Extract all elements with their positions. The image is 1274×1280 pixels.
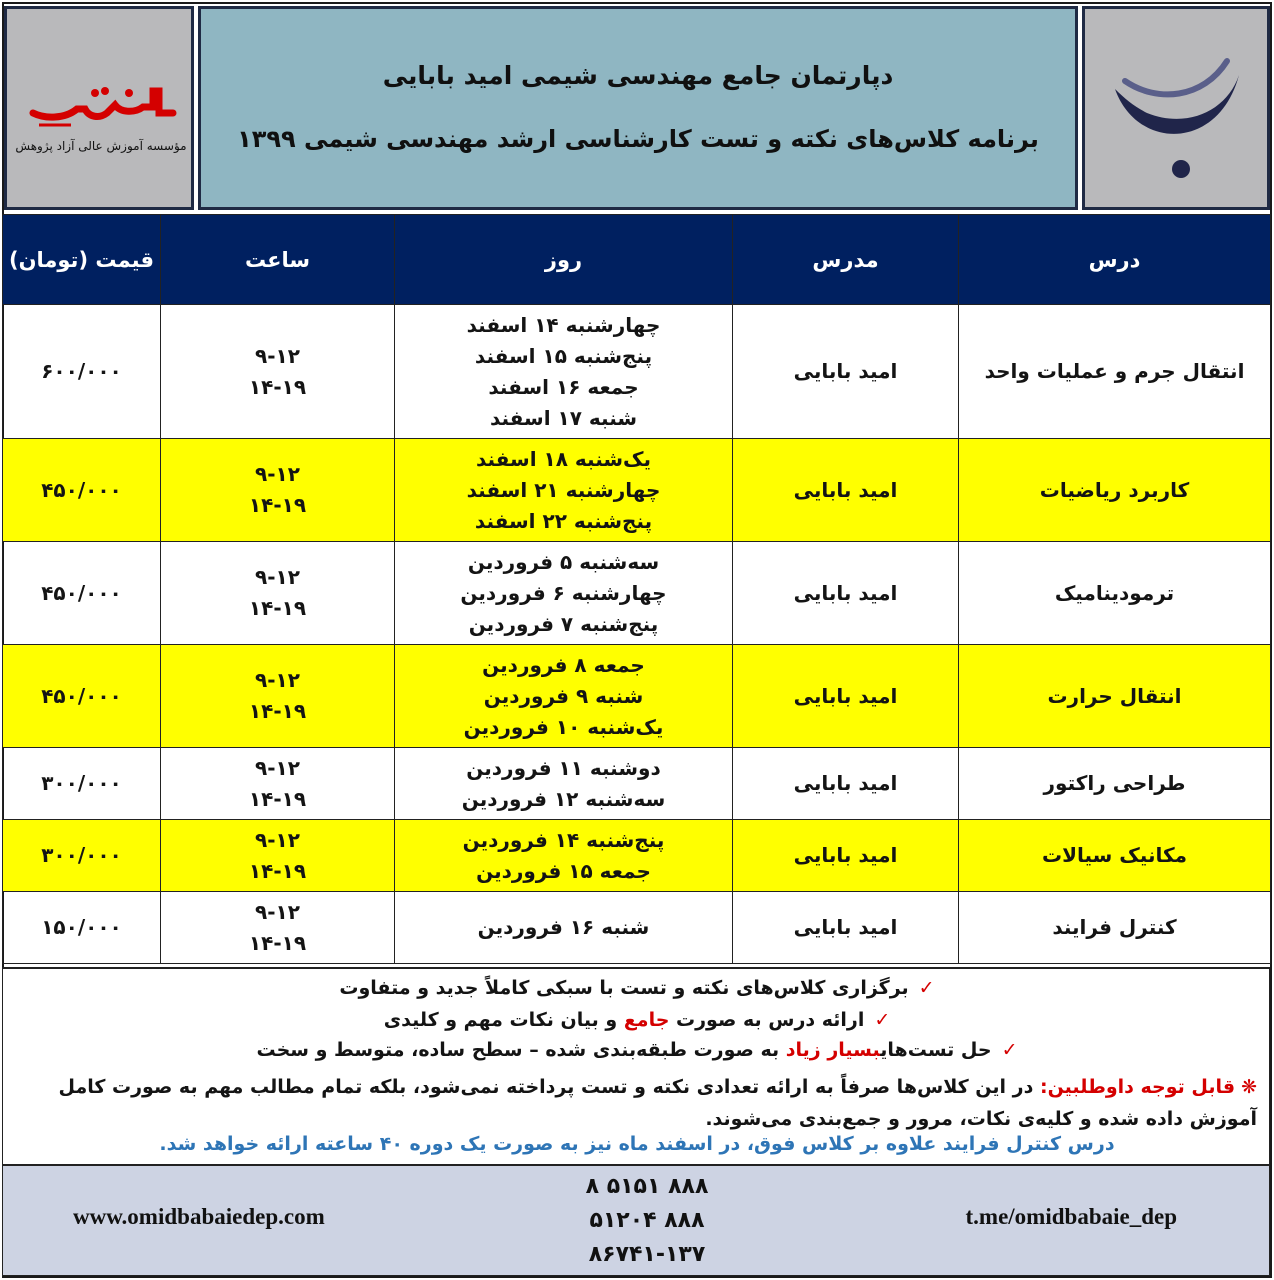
omid-logo-panel <box>1082 6 1270 210</box>
header-title-panel <box>198 6 1078 210</box>
note-4: ❋قابل توجه داوطلبین: در این کلاس‌ها صرفاً به ارائه تعدادی نکته و تست پرداخته نمی‌شود، بلکه تمام مطالب مهم به صورت کامل آموزش داده شده و کلیه‌ی نکات، مرور و جمع‌بندی می‌شوند. <box>58 1076 1257 1130</box>
omid-babaie-logo-icon <box>1107 41 1247 181</box>
day-line: یک‌شنبه ۱۸ اسفند <box>475 446 652 471</box>
day-line: پنج‌شنبه ۷ فروردین <box>468 611 659 636</box>
check-icon: ✓ <box>918 977 935 999</box>
notes-box <box>2 967 1270 1165</box>
day-line: پنج‌شنبه ۱۵ اسفند <box>474 343 653 368</box>
check-icon: ✓ <box>1001 1039 1018 1061</box>
day-cell <box>395 305 733 439</box>
day-line: چهارشنبه ۶ فروردین <box>460 580 667 605</box>
note-3: ✓حل تست‌هایبسیار زیاد به صورت طبقه‌بندی شده – سطح ساده، متوسط و سخت <box>256 1039 1018 1061</box>
teacher-cell: امید بابایی <box>733 305 959 439</box>
column-header-day: روز <box>395 215 733 305</box>
hour-cell <box>161 439 395 542</box>
pazhohesh-logo-panel <box>4 6 194 210</box>
teacher-cell: امید بابایی <box>733 820 959 892</box>
table-row <box>3 439 1271 542</box>
hour-line: ۱۴-۱۹ <box>248 930 307 955</box>
teacher-cell: امید بابایی <box>733 542 959 645</box>
hour-cell <box>161 542 395 645</box>
pazhohesh-caption: مؤسسه آموزش عالی آزاد پژوهش <box>15 139 187 153</box>
hour-line: ۹-۱۲ <box>255 565 300 589</box>
table-body <box>3 305 1271 964</box>
header <box>4 6 1270 210</box>
course-cell: کنترل فرایند <box>959 892 1271 964</box>
column-header-price: قیمت (تومان) <box>3 215 161 305</box>
course-cell: ترمودینامیک <box>959 542 1271 645</box>
day-line: پنج‌شنبه ۱۴ فروردین <box>462 827 665 852</box>
hour-line: ۹-۱۲ <box>255 462 300 486</box>
hour-line: ۱۴-۱۹ <box>248 493 307 517</box>
course-cell: انتقال جرم و عملیات واحد <box>959 305 1271 439</box>
course-cell: کاربرد ریاضیات <box>959 439 1271 542</box>
phone-numbers <box>537 1170 757 1272</box>
note-5: درس کنترل فرایند علاوه بر کلاس فوق، در اسفند ماه نیز به صورت یک دوره ۴۰ ساعته ارائه خواهد شد. <box>159 1133 1115 1155</box>
website-link[interactable]: www.omidbabaiedep.com <box>73 1204 325 1229</box>
hour-line: ۹-۱۲ <box>255 343 300 368</box>
day-cell <box>395 748 733 820</box>
table-row <box>3 645 1271 748</box>
table-row <box>3 305 1271 439</box>
hour-line: ۱۴-۱۹ <box>248 374 307 399</box>
column-header-teacher: مدرس <box>733 215 959 305</box>
price-cell: ۴۵۰/۰۰۰ <box>3 439 161 542</box>
page-subtitle: برنامه کلاس‌های نکته و تست کارشناسی ارشد مهندسی شیمی ۱۳۹۹ <box>237 125 1039 153</box>
schedule-table <box>2 214 1271 964</box>
column-header-course: درس <box>959 215 1271 305</box>
day-line: سه‌شنبه ۱۲ فروردین <box>461 786 666 811</box>
day-line: شنبه ۱۶ فروردین <box>477 915 650 939</box>
hour-line: ۹-۱۲ <box>255 899 300 924</box>
day-line: دوشنبه ۱۱ فروردین <box>466 755 661 780</box>
course-cell: مکانیک سیالات <box>959 820 1271 892</box>
hour-cell <box>161 892 395 964</box>
price-cell: ۳۰۰/۰۰۰ <box>3 748 161 820</box>
day-line: جمعه ۸ فروردین <box>482 652 645 677</box>
price-cell: ۳۰۰/۰۰۰ <box>3 820 161 892</box>
price-cell: ۴۵۰/۰۰۰ <box>3 645 161 748</box>
hour-cell <box>161 305 395 439</box>
day-line: شنبه ۱۷ اسفند <box>489 405 638 430</box>
hour-line: ۱۴-۱۹ <box>248 786 307 811</box>
day-line: یک‌شنبه ۱۰ فروردین <box>463 714 664 739</box>
table-row <box>3 542 1271 645</box>
phone-number: ۸۶۷۴۱-۱۳۷ <box>588 1242 706 1267</box>
pazhohesh-logo-icon <box>25 79 180 131</box>
price-cell: ۴۵۰/۰۰۰ <box>3 542 161 645</box>
hour-line: ۱۴-۱۹ <box>248 858 307 883</box>
day-cell <box>395 645 733 748</box>
hour-line: ۹-۱۲ <box>255 755 300 780</box>
day-line: جمعه ۱۵ فروردین <box>476 858 651 883</box>
check-icon: ✓ <box>874 1009 891 1031</box>
day-cell <box>395 892 733 964</box>
table-row <box>3 820 1271 892</box>
hour-cell <box>161 820 395 892</box>
hour-cell <box>161 645 395 748</box>
footer <box>2 1165 1270 1276</box>
hour-cell <box>161 748 395 820</box>
day-line: سه‌شنبه ۵ فروردین <box>467 549 660 574</box>
telegram-link[interactable]: t.me/omidbabaie_dep <box>965 1204 1177 1229</box>
day-line: چهارشنبه ۲۱ اسفند <box>466 477 661 502</box>
table-row <box>3 892 1271 964</box>
teacher-cell: امید بابایی <box>733 748 959 820</box>
day-cell <box>395 820 733 892</box>
asterisk-icon: ❋ <box>1241 1076 1257 1098</box>
teacher-cell: امید بابایی <box>733 645 959 748</box>
hour-line: ۱۴-۱۹ <box>248 699 307 723</box>
page-title: دپارتمان جامع مهندسی شیمی امید بابایی <box>382 61 894 90</box>
day-line: چهارشنبه ۱۴ اسفند <box>466 312 661 337</box>
hour-line: ۱۴-۱۹ <box>248 596 307 620</box>
note-1: ✓برگزاری کلاس‌های نکته و تست با سبکی کاملاً جدید و متفاوت <box>339 977 935 999</box>
day-line: شنبه ۹ فروردین <box>483 683 644 708</box>
table-header-row <box>3 215 1271 305</box>
day-cell <box>395 439 733 542</box>
day-cell <box>395 542 733 645</box>
day-line: پنج‌شنبه ۲۲ اسفند <box>474 508 653 533</box>
hour-line: ۹-۱۲ <box>255 827 300 852</box>
phone-number: ۸۸۸ ۵۱۵۱ ۸ <box>585 1174 709 1199</box>
teacher-cell: امید بابایی <box>733 439 959 542</box>
phone-number: ۸۸۸ ۵۱۲۰۴ <box>589 1208 705 1233</box>
table-row <box>3 748 1271 820</box>
note-2: ✓ارائه درس به صورت جامع و بیان نکات مهم و کلیدی <box>383 1009 891 1031</box>
price-cell: ۱۵۰/۰۰۰ <box>3 892 161 964</box>
price-cell: ۶۰۰/۰۰۰ <box>3 305 161 439</box>
day-line: جمعه ۱۶ اسفند <box>488 374 639 399</box>
teacher-cell: امید بابایی <box>733 892 959 964</box>
column-header-hour: ساعت <box>161 215 395 305</box>
course-cell: انتقال حرارت <box>959 645 1271 748</box>
course-cell: طراحی راکتور <box>959 748 1271 820</box>
hour-line: ۹-۱۲ <box>255 668 300 692</box>
